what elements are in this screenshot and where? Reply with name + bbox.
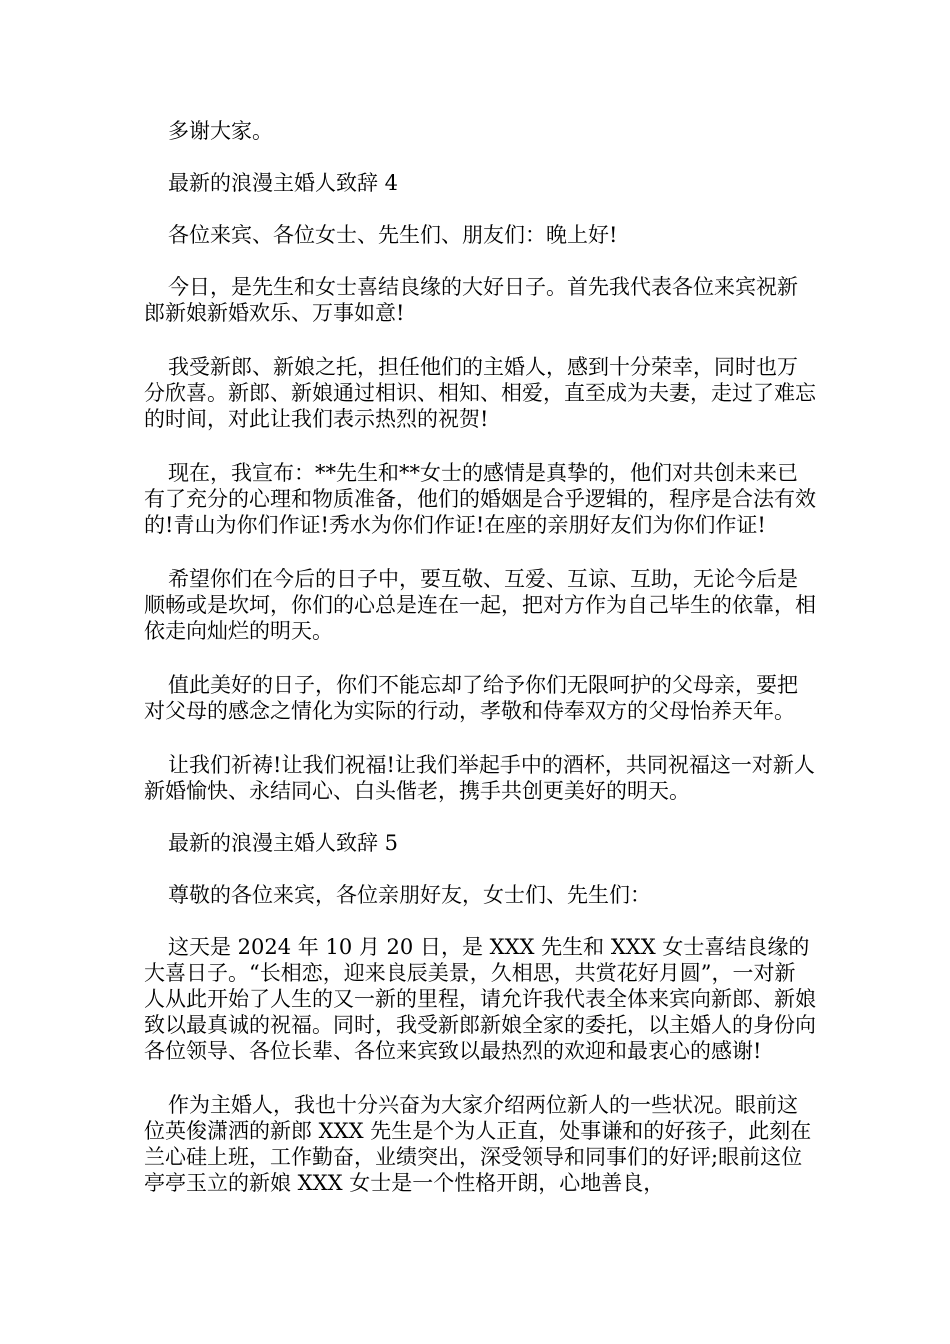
speech-5-greeting: 尊敬的各位来宾，各位亲朋好友，女士们、先生们：	[168, 883, 651, 907]
speech-4-paragraph: 值此美好的日子，你们不能忘却了给予你们无限呵护的父母亲，要把对父母的感念之情化为实际的行动，孝敬和侍奉双方的父母怡养天年。	[144, 673, 798, 723]
document-page	[144, 118, 816, 1196]
speech-4-paragraph: 今日，是先生和女士喜结良缘的大好日子。首先我代表各位来宾祝新郎新娘新婚欢乐、万事如意!	[144, 275, 798, 325]
speech-5-heading: 最新的浪漫主婚人致辞 5	[168, 831, 399, 855]
speech-4-paragraph: 我受新郎、新娘之托，担任他们的主婚人，感到十分荣幸，同时也万分欣喜。新郎、新娘通过相识、相知、相爱，直至成为夫妻，走过了难忘的时间，对此让我们表示热烈的祝贺!	[144, 355, 816, 431]
speech-4-paragraph: 希望你们在今后的日子中，要互敬、互爱、互谅、互助，无论今后是顺畅或是坎坷，你们的心总是连在一起，把对方作为自己毕生的依靠，相依走向灿烂的明天。	[144, 567, 816, 643]
speech-5-paragraph: 作为主婚人，我也十分兴奋为大家介绍两位新人的一些状况。眼前这位英俊潇洒的新郎 XXX 先生是个为人正直，处事谦和的好孩子，此刻在兰心硅上班，工作勤奋，业绩突出，深受领导和同事们的好评;眼前这位亭亭玉立的新娘 XXX 女士是一个性格开朗，心地善良，	[144, 1093, 812, 1195]
speech-4-greeting: 各位来宾、各位女士、先生们、朋友们：晚上好!	[168, 223, 618, 247]
speech-5-paragraph: 这天是 2024 年 10 月 20 日，是 XXX 先生和 XXX 女士喜结良缘的大喜日子。“长相恋，迎来良辰美景，久相思，共赏花好月圆”，一对新人从此开始了人生的又一新的里程，请允许我代表全体来宾向新郎、新娘致以最真诚的祝福。同时，我受新郎新娘全家的委托，以主婚人的身份向各位领导、各位长辈、各位来宾致以最热烈的欢迎和最衷心的感谢!	[144, 935, 816, 1063]
speech-4-paragraph: 现在，我宣布：**先生和**女士的感情是真挚的，他们对共创未来已有了充分的心理和物质准备，他们的婚姻是合乎逻辑的，程序是合法有效的!青山为你们作证!秀水为你们作证!在座的亲朋好友们为你们作证!	[144, 461, 816, 537]
speech-4-paragraph: 让我们祈祷!让我们祝福!让我们举起手中的酒杯，共同祝福这一对新人新婚愉快、永结同心、白头偕老，携手共创更美好的明天。	[144, 753, 815, 803]
speech-4-heading: 最新的浪漫主婚人致辞 4	[168, 171, 399, 195]
closing-thanks: 多谢大家。	[168, 119, 273, 143]
